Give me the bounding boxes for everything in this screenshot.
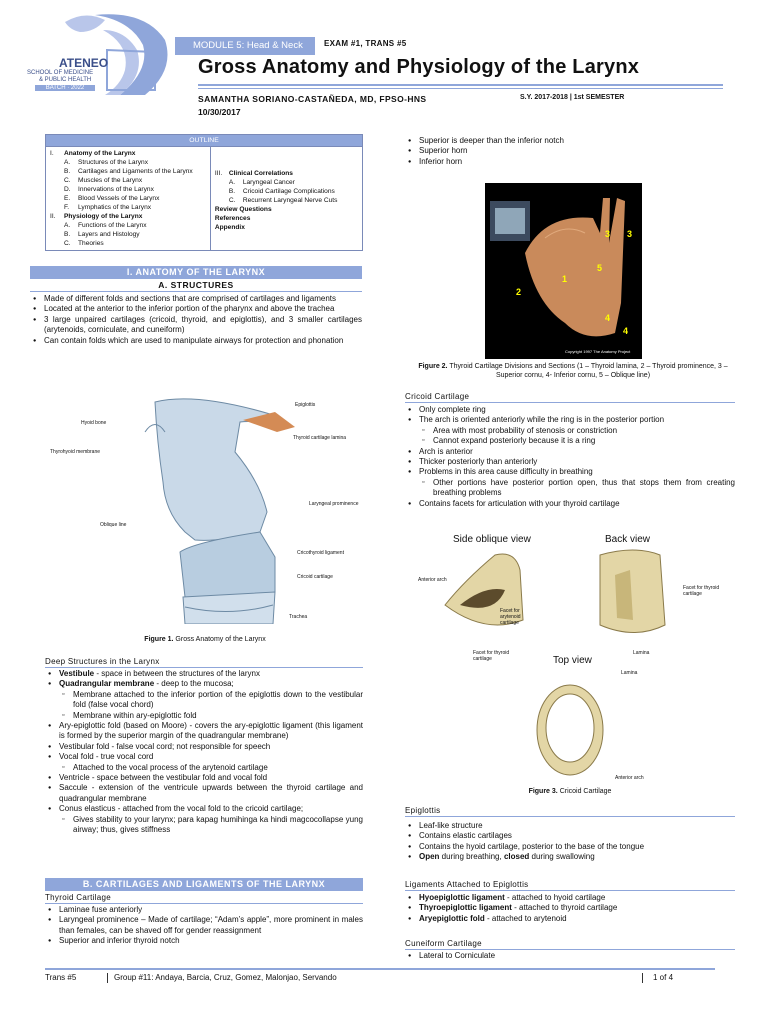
outline-text: Functions of the Larynx bbox=[78, 222, 147, 229]
outline-text: Anatomy of the Larynx bbox=[64, 150, 136, 157]
outline-right bbox=[210, 147, 362, 251]
outline-number: C. bbox=[228, 197, 236, 204]
list-item bbox=[405, 136, 735, 146]
outline-number: E. bbox=[64, 195, 71, 202]
list-item bbox=[405, 457, 735, 467]
section-b-heading: B. CARTILAGES AND LIGAMENTS OF THE LARYNX bbox=[45, 878, 363, 891]
label-prominence: Laryngeal prominence bbox=[309, 501, 359, 507]
num-2: 2 bbox=[516, 287, 522, 297]
list-item-text: Lateral to Corniculate bbox=[419, 951, 496, 960]
list-item bbox=[45, 804, 363, 814]
list-item-text: Superior is deeper than the inferior notch bbox=[419, 136, 564, 145]
list-item-text: Saccule - extension of the ventricule upwards between the thyroid cartilage and quadrangular membrane bbox=[59, 783, 363, 803]
list-item-text: Gives stability to your larynx; para kapag humihinga ka hindi magcocollapse yung airway; thus, gives stiffness bbox=[73, 814, 363, 835]
outline-table bbox=[45, 134, 363, 251]
epiglottis-section bbox=[405, 806, 735, 863]
outline-text: Physiology of the Larynx bbox=[64, 213, 143, 220]
outline-text: Lymphatics of the Larynx bbox=[78, 204, 152, 211]
list-item bbox=[45, 905, 363, 915]
outline-number: A. bbox=[64, 222, 71, 229]
list-item bbox=[45, 815, 363, 836]
list-item-text: 3 large unpaired cartilages (cricoid, thyroid, and epiglottis), and 3 smaller cartilages (arytenoids, corniculate, and cuneiform) bbox=[44, 314, 362, 335]
outline-number: II. bbox=[50, 213, 56, 220]
list-item-text: Cannot expand posteriorly because it is a ring bbox=[433, 436, 596, 446]
thyroid-continued-list bbox=[405, 136, 735, 167]
list-item bbox=[45, 669, 363, 679]
list-item bbox=[30, 336, 362, 346]
outline-item bbox=[215, 214, 358, 223]
list-item-text: Area with most probability of stenosis or constriction bbox=[433, 425, 618, 435]
outline-number: A. bbox=[228, 179, 236, 186]
list-item-text: - attached to thyroid cartilage bbox=[511, 903, 618, 913]
list-item bbox=[405, 951, 735, 961]
label-trachea: Trachea bbox=[289, 614, 308, 620]
list-item bbox=[30, 315, 362, 336]
cricoid-list bbox=[405, 405, 735, 509]
label-cricothyroid: Cricothyroid ligament bbox=[297, 550, 344, 556]
figure3-caption-text: Cricoid Cartilage bbox=[557, 788, 612, 795]
list-item bbox=[30, 304, 362, 314]
outline-number: F. bbox=[64, 204, 70, 211]
epi-item: ● Leaf-like structure bbox=[405, 821, 735, 831]
larynx-illustration bbox=[45, 392, 365, 624]
list-item-text: - space in between the structures of the larynx bbox=[94, 669, 260, 678]
outline-text: Muscles of the Larynx bbox=[78, 177, 143, 184]
list-item-term: Vestibule bbox=[59, 669, 95, 678]
outline-number: B. bbox=[64, 168, 71, 175]
logo-line1: SCHOOL OF MEDICINE bbox=[27, 70, 94, 76]
num-5: 5 bbox=[597, 263, 603, 273]
outline-text: Blood Vessels of the Larynx bbox=[78, 195, 160, 202]
list-item-text: Laryngeal prominence – Made of cartilage; “Adam’s apple”, more prominent in males than females, can be shaved off for gender reassignment bbox=[59, 915, 363, 935]
list-item bbox=[405, 903, 735, 913]
list-item-term: Quadrangular membrane bbox=[59, 679, 155, 689]
school-logo bbox=[25, 10, 175, 100]
list-item bbox=[45, 711, 363, 721]
figure-thyroid bbox=[485, 183, 642, 359]
list-item bbox=[405, 478, 735, 499]
figure2-caption bbox=[418, 362, 728, 380]
deep-structures bbox=[45, 657, 363, 836]
outline-item bbox=[50, 185, 206, 194]
list-item bbox=[405, 426, 735, 436]
epi-item: ● Contains the hyoid cartilage, posterior to the base of the tongue bbox=[405, 842, 735, 852]
figure-larynx bbox=[45, 392, 365, 624]
structures-list bbox=[30, 294, 362, 346]
list-item bbox=[45, 742, 363, 752]
list-item-text: - attached to hyoid cartilage bbox=[504, 893, 606, 902]
num-3b: 3 bbox=[627, 229, 633, 239]
list-item-text: Membrane attached to the inferior portion of the epiglottis down to the vestibular fold (false vocal chord) bbox=[73, 689, 363, 710]
figure3-caption bbox=[405, 787, 735, 796]
cartilages-section bbox=[45, 878, 363, 947]
figure2-caption-label: Figure 2. bbox=[418, 363, 448, 370]
outline-left bbox=[46, 147, 211, 251]
list-item-text: Vocal fold - true vocal cord bbox=[59, 752, 154, 762]
list-item bbox=[45, 690, 363, 711]
list-item bbox=[45, 721, 363, 742]
outline-item bbox=[215, 205, 358, 214]
figure-cricoid bbox=[405, 530, 735, 785]
list-item-text: Contains facets for articulation with your thyroid cartilage bbox=[419, 498, 620, 508]
outline-text: Structures of the Larynx bbox=[78, 159, 149, 166]
cuneiform-list bbox=[405, 951, 735, 961]
outline-text: Laryngeal Cancer bbox=[242, 179, 295, 186]
school-year: S.Y. 2017-2018 | 1st SEMESTER bbox=[520, 94, 625, 101]
num-4a: 4 bbox=[605, 313, 611, 323]
list-item bbox=[405, 893, 735, 903]
label-anterior-arch-top: Anterior arch bbox=[615, 775, 644, 781]
list-item-term: Thyroepiglottic ligament bbox=[419, 903, 512, 913]
outline-text: Theories bbox=[78, 240, 104, 247]
subsection-heading: A. STRUCTURES bbox=[30, 279, 362, 292]
outline-text: Appendix bbox=[214, 224, 245, 231]
outline-text: Recurrent Laryngeal Nerve Cuts bbox=[242, 197, 338, 204]
list-item-text: Only complete ring bbox=[419, 405, 486, 414]
thyroid-cartilage-illustration bbox=[485, 183, 642, 359]
num-3a: 3 bbox=[605, 229, 611, 239]
label-facet-thyroid: Facet for thyroid cartilage bbox=[473, 650, 510, 662]
outline-item bbox=[50, 239, 206, 248]
outline-item bbox=[50, 176, 206, 185]
footer-group: Group #11: Andaya, Barcia, Cruz, Gomez, Malonjao, Servando bbox=[114, 973, 337, 983]
list-item bbox=[405, 157, 735, 167]
label-facet-thyroid-back: Facet for thyroid cartilage bbox=[683, 585, 720, 597]
deep-structures-list bbox=[45, 669, 363, 836]
num-1: 1 bbox=[562, 274, 568, 284]
figure1-caption-label: Figure 1. bbox=[144, 636, 174, 643]
list-item-text: Located at the anterior to the inferior portion of the pharynx and above the trachea bbox=[44, 304, 335, 314]
thyroid-list bbox=[45, 905, 363, 947]
list-item-text: Can contain folds which are used to manipulate airways for protection and phonation bbox=[44, 335, 344, 345]
list-item bbox=[405, 146, 735, 156]
list-item-text: Made of different folds and sections that are comprised of cartilages and ligaments bbox=[44, 294, 337, 303]
list-item-text: Problems in this area cause difficulty in breathing bbox=[419, 467, 593, 477]
outline-item bbox=[50, 203, 206, 212]
title-rule bbox=[198, 84, 723, 86]
label-lamina-back: Lamina bbox=[633, 650, 650, 656]
outline-number: B. bbox=[64, 231, 71, 238]
figure2-caption-text: Thyroid Cartilage Divisions and Sections (1 – Thyroid lamina, 2 – Thyroid prominence, 3 – Superior cornu, 4- Inferior cornu, 5 – Oblique line) bbox=[447, 363, 728, 379]
side-view-title: Side oblique view bbox=[453, 534, 531, 545]
outline-text: Cartilages and Ligaments of the Larynx bbox=[78, 168, 193, 175]
page-footer bbox=[45, 968, 715, 983]
list-item bbox=[405, 415, 735, 425]
outline-number: C. bbox=[64, 240, 71, 247]
outline-item bbox=[50, 221, 206, 230]
list-item-text: The arch is oriented anteriorly while the ring is in the posterior portion bbox=[419, 415, 665, 425]
outline-number: B. bbox=[228, 188, 236, 195]
section-heading: I. ANATOMY OF THE LARYNX bbox=[30, 266, 362, 279]
figure1-caption-text: Gross Anatomy of the Larynx bbox=[173, 636, 266, 643]
outline-number: C. bbox=[64, 177, 71, 184]
lecture-date: 10/30/2017 bbox=[198, 107, 241, 117]
outline-number: A. bbox=[64, 159, 71, 166]
outline-number: D. bbox=[64, 186, 71, 193]
module-tag: MODULE 5: Head & Neck bbox=[175, 37, 315, 55]
list-item bbox=[30, 294, 362, 304]
label-facet-arytenoid: Facet for arytenoid cartilage bbox=[500, 608, 521, 626]
outline-item bbox=[215, 187, 358, 196]
ligaments-list bbox=[405, 893, 735, 924]
cuneiform-section bbox=[405, 939, 735, 961]
epi-item bbox=[405, 852, 735, 862]
copyright: Copyright 1997 The Anatomy Project bbox=[565, 349, 631, 354]
right-top bbox=[405, 136, 735, 167]
cricoid-title: Cricoid Cartilage bbox=[405, 392, 735, 403]
label-thyrohyoid: Thyrohyoid membrane bbox=[50, 449, 101, 455]
outline-item bbox=[50, 230, 206, 239]
outline-item bbox=[215, 178, 358, 187]
lecturer: SAMANTHA SORIANO-CASTAÑEDA, MD, FPSO-HNS bbox=[198, 94, 427, 104]
outline-text: References bbox=[214, 215, 251, 222]
list-item-text: Ary-epiglottic fold (based on Moore) - covers the ary-epiglottic ligament (this ligament is formed by the superior margin of the quadrangular membrane) bbox=[59, 721, 363, 741]
label-cricoid: Cricoid cartilage bbox=[297, 574, 333, 580]
outline-item bbox=[215, 196, 358, 205]
num-4b: 4 bbox=[623, 326, 629, 336]
list-item bbox=[405, 447, 735, 457]
list-item-text: Other portions have posterior portion open, thus that stops them from creating breathing problems bbox=[433, 477, 735, 498]
epiglottis-title: Epiglottis bbox=[405, 806, 735, 817]
outline-text: Layers and Histology bbox=[78, 231, 140, 238]
title-rule-2 bbox=[198, 88, 723, 89]
thyroid-heading: Thyroid Cartilage bbox=[45, 893, 363, 904]
list-item-text: - attached to arytenoid bbox=[484, 913, 567, 923]
outline-item bbox=[215, 223, 358, 232]
list-item-text: Superior horn bbox=[419, 146, 468, 156]
footer-trans: Trans #5 bbox=[45, 973, 77, 983]
logo-school: ATENEO bbox=[59, 56, 109, 70]
outline-text: Cricoid Cartilage Complications bbox=[242, 188, 335, 195]
deep-structures-title: Deep Structures in the Larynx bbox=[45, 657, 363, 668]
outline-item bbox=[50, 158, 206, 167]
list-item-text: Attached to the vocal process of the arytenoid cartilage bbox=[73, 762, 268, 772]
list-item-text: Inferior horn bbox=[419, 156, 463, 166]
list-item-term: Aryepiglottic fold bbox=[419, 913, 485, 923]
label-epiglottis: Epiglottis bbox=[295, 402, 316, 408]
outline-number: III. bbox=[214, 170, 223, 177]
label-anterior-arch: Anterior arch bbox=[418, 577, 447, 583]
list-item-text: Arch is anterior bbox=[419, 446, 473, 456]
page-title: Gross Anatomy and Physiology of the Larynx bbox=[198, 56, 640, 78]
list-item bbox=[45, 915, 363, 936]
list-item-text: Ventricle - space between the vestibular fold and vocal fold bbox=[59, 773, 268, 783]
outline-item bbox=[50, 212, 206, 221]
exam-label: EXAM #1, TRANS #5 bbox=[324, 39, 407, 48]
outline-title: OUTLINE bbox=[46, 135, 363, 147]
list-item bbox=[405, 914, 735, 924]
outline-item bbox=[50, 194, 206, 203]
list-item-text: Laminae fuse anteriorly bbox=[59, 905, 143, 914]
epi-text-2: during swallowing bbox=[529, 852, 595, 862]
footer-page: 1 of 4 bbox=[653, 973, 674, 983]
list-item-text: Thicker posteriorly than anteriorly bbox=[419, 457, 538, 467]
outline-item bbox=[215, 169, 358, 178]
list-item-text: Vestibular fold - false vocal cord; not responsible for speech bbox=[59, 741, 271, 751]
outline-text: Review Questions bbox=[214, 206, 272, 213]
figure3-caption-label: Figure 3. bbox=[528, 788, 558, 795]
cricoid-section bbox=[405, 392, 735, 509]
list-item bbox=[45, 763, 363, 773]
list-item-term: Hyoepiglottic ligament bbox=[419, 893, 505, 902]
epi-open: Open bbox=[419, 852, 440, 862]
list-item bbox=[405, 467, 735, 477]
list-item-text: Superior and inferior thyroid notch bbox=[59, 936, 180, 946]
epi-text: during breathing, bbox=[439, 852, 504, 862]
list-item bbox=[405, 499, 735, 509]
list-item bbox=[405, 405, 735, 415]
list-item-text: - deep to the mucosa; bbox=[154, 679, 234, 689]
label-lamina-top: Lamina bbox=[621, 670, 638, 676]
outline-text: Clinical Correlations bbox=[228, 170, 293, 177]
epiglottis-list bbox=[405, 821, 735, 863]
label-lamina: Thyroid cartilage lamina bbox=[293, 435, 347, 441]
ligaments-title: Ligaments Attached to Epiglottis bbox=[405, 880, 735, 891]
list-item bbox=[405, 436, 735, 446]
outline-number: I. bbox=[50, 150, 54, 157]
left-column bbox=[30, 266, 362, 346]
cuneiform-title: Cuneiform Cartilage bbox=[405, 939, 735, 950]
outline-item bbox=[50, 149, 206, 158]
logo-batch: BATCH · 2022 bbox=[35, 85, 95, 91]
back-view-title: Back view bbox=[605, 534, 651, 545]
ligaments-section bbox=[405, 880, 735, 924]
figure1-caption bbox=[45, 635, 365, 644]
epi-closed: closed bbox=[503, 852, 530, 862]
list-item bbox=[45, 773, 363, 783]
label-oblique: Oblique line bbox=[100, 522, 127, 528]
list-item-text: Conus elasticus - attached from the vocal fold to the cricoid cartilage; bbox=[59, 804, 304, 814]
outline-text: Innervations of the Larynx bbox=[78, 186, 154, 193]
list-item bbox=[45, 783, 363, 804]
logo-line2: & PUBLIC HEALTH bbox=[39, 77, 92, 83]
list-item-text: Membrane within ary-epiglottic fold bbox=[73, 710, 197, 720]
list-item bbox=[45, 752, 363, 762]
label-hyoid: Hyoid bone bbox=[81, 420, 107, 426]
list-item bbox=[45, 679, 363, 689]
top-view-title: Top view bbox=[553, 655, 592, 666]
outline-item bbox=[50, 167, 206, 176]
epi-item: ● Contains elastic cartilages bbox=[405, 831, 735, 841]
list-item bbox=[45, 936, 363, 946]
